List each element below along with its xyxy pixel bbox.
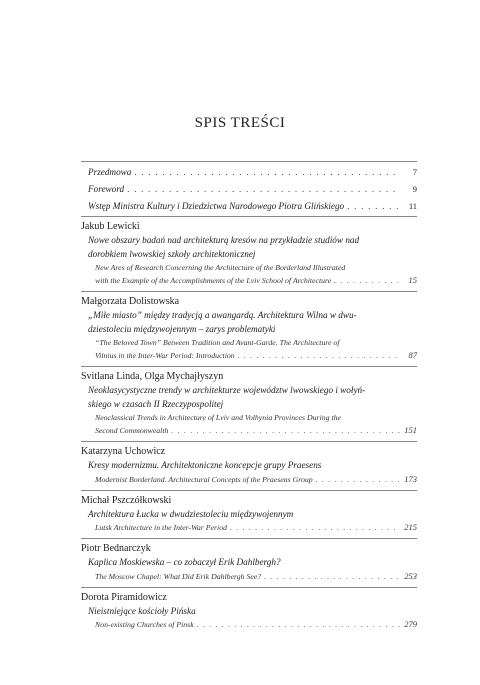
- author-name: Jakub Lewicki: [81, 221, 140, 232]
- toc-title: Wstęp Ministra Kultury i Dziedzictwa Narodowego Piotra Glińskiego: [88, 201, 345, 211]
- toc-title: Przedmowa: [88, 167, 132, 177]
- toc-entry[interactable]: [81, 539, 417, 587]
- toc-title: Foreword: [88, 184, 125, 194]
- toc-entry[interactable]: [81, 292, 417, 366]
- author-name: Dorota Piramidowicz: [81, 591, 167, 603]
- toc-entry[interactable]: [81, 217, 417, 291]
- dot-leader: [134, 166, 400, 179]
- toc-line: [95, 349, 417, 362]
- polish-title-line: dziestoleciu międzywojennym – zarys problematyki: [88, 323, 276, 334]
- dot-leader: [316, 473, 400, 486]
- page-number: 15: [408, 275, 417, 285]
- author-name: Michał Pszczółkowski: [81, 494, 172, 506]
- table-of-contents: [81, 161, 417, 635]
- polish-title-line: Architektura Łucka w dwudziestoleciu międzywojennym: [88, 508, 294, 519]
- dot-leader: [264, 570, 400, 583]
- polish-title-line: Nowe obszary badań nad architekturą kresów na przykładzie studiów nad: [88, 235, 360, 245]
- toc-line: [95, 473, 417, 486]
- author-name: Svitlana Linda, Olga Mychajłyszyn: [81, 371, 224, 382]
- toc-line: [95, 570, 417, 583]
- toc-entry[interactable]: [81, 588, 417, 636]
- english-title-text: Vilnius in the Inter-War Period: Introduction: [95, 351, 235, 360]
- toc-line: [95, 521, 417, 534]
- dot-leader: [127, 183, 400, 196]
- english-title-last: [81, 521, 417, 534]
- page-number: 87: [408, 350, 417, 360]
- dot-leader: [171, 424, 400, 437]
- dot-leader: [347, 200, 400, 213]
- dot-leader: [238, 349, 400, 362]
- page-number: 151: [404, 425, 417, 435]
- english-title-last: [81, 274, 417, 287]
- toc-entry[interactable]: [81, 367, 417, 441]
- dot-leader: [334, 274, 400, 287]
- english-title-line: “The Beloved Town” Between Tradition and Avant-Garde. The Architecture of: [95, 338, 340, 347]
- english-title-text: Second Commonwealth: [95, 426, 169, 435]
- page-number: 11: [408, 201, 417, 211]
- english-title-text: The Moscow Chapel: What Did Erik Dahlbergh See?: [95, 571, 262, 581]
- english-title-line: New Ares of Research Concerning the Architecture of the Borderland Illustrated: [95, 263, 346, 272]
- toc-line-introduction[interactable]: [81, 200, 417, 213]
- english-title-text: Non-existing Churches of Pinsk: [95, 620, 194, 629]
- english-title-line: Neoclassical Trends in Architecture of Lviv and Volhynia Provinces During the: [95, 413, 342, 422]
- polish-title-line: dorobkiem lwowskiej szkoły architektonicznej: [88, 248, 256, 259]
- toc-line: [95, 274, 417, 287]
- polish-title-line: Kresy modernizmu. Architektoniczne koncepcje grupy Praesens: [88, 460, 322, 470]
- english-title-last: [81, 473, 417, 486]
- english-title-text: Lutsk Architecture in the Inter-War Period: [95, 523, 228, 532]
- page-number: 9: [412, 184, 417, 194]
- dot-leader: [230, 521, 400, 534]
- english-title-last: [81, 349, 417, 362]
- toc-line: [95, 618, 417, 631]
- dot-leader: [197, 618, 400, 631]
- author-name: Małgorzata Dolistowska: [81, 296, 180, 307]
- page-number: 253: [404, 570, 417, 581]
- english-title-text: Modernist Borderland. Architectural Concepts of the Praesens Group: [95, 474, 313, 484]
- polish-title-line: Kaplica Moskiewska – co zobaczył Erik Dahlbergh?: [88, 557, 281, 567]
- english-title-last: [81, 618, 417, 631]
- english-title-text: with the Example of the Accomplishments of the Lviv School of Architecture: [95, 276, 332, 285]
- polish-title-line: skiego w czasach II Rzeczypospolitej: [88, 398, 224, 409]
- page-heading: SPIS TREŚCI: [194, 115, 286, 131]
- toc-line: [95, 424, 417, 437]
- toc-entry[interactable]: [81, 491, 417, 539]
- author-name: Katarzyna Uchowicz: [81, 446, 166, 457]
- author-name: Piotr Bednarczyk: [81, 543, 151, 554]
- english-title-last: [81, 424, 417, 437]
- english-title-last: [81, 570, 417, 583]
- toc-line-foreword[interactable]: [81, 183, 417, 196]
- page-number: 215: [404, 522, 417, 532]
- toc-line-preface[interactable]: [81, 166, 417, 179]
- front-matter: [81, 162, 417, 216]
- toc-entry[interactable]: [81, 442, 417, 490]
- page-number: 279: [404, 619, 417, 629]
- page-number: 7: [412, 167, 417, 177]
- polish-title-line: „Miłe miasto” między tradycją a awangardą. Architektura Wilna w dwu-: [88, 310, 357, 320]
- page-number: 173: [404, 473, 417, 484]
- polish-title-line: Neoklasycystyczne trendy w architekturze województw lwowskiego i wołyń-: [88, 385, 366, 395]
- polish-title-line: Nieistniejące kościoły Pińska: [88, 605, 196, 616]
